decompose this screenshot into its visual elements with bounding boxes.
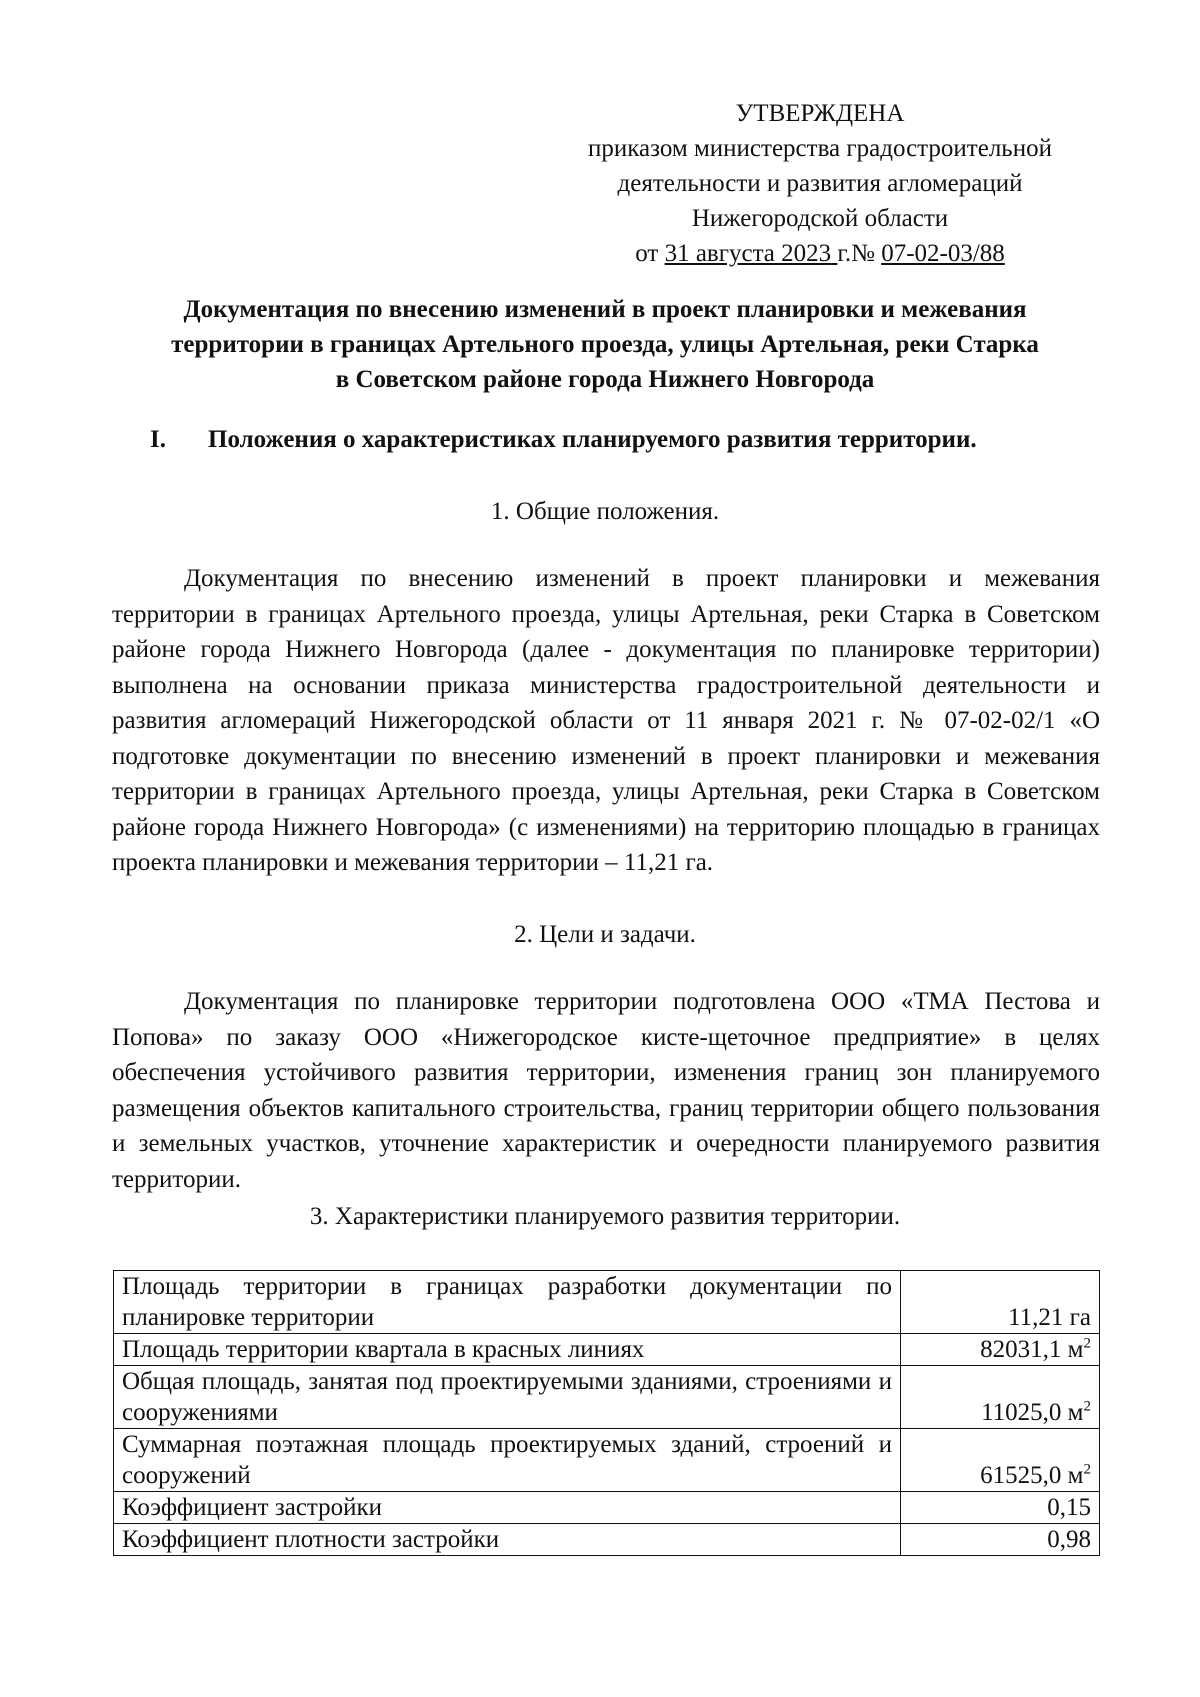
- table-cell-label: Коэффициент застройки: [114, 1492, 901, 1524]
- unit-superscript: 2: [1083, 1335, 1091, 1352]
- table-cell-value: [901, 1429, 1100, 1492]
- title-line: территории в границах Артельного проезда, улицы Артельная, реки Старка: [171, 331, 1039, 358]
- table-cell-label: Коэффициент плотности застройки: [114, 1524, 901, 1556]
- paragraph-goals: Документация по планировке территории подготовлена ООО «ТМА Пестова и Попова» по заказу ООО «Нижегородское кисте-щеточное предприятие» в целях обеспечения устойчивого развития территории, изменения границ зон планируемого размещения объектов капитального строительства, границ территории общего пользования и земельных участков, уточнение характеристик и очередности планируемого развития территории.: [112, 988, 1100, 1193]
- table-cell-value: [901, 1334, 1100, 1366]
- table-row: [114, 1366, 1100, 1429]
- value-text: 0,98: [1047, 1526, 1091, 1553]
- unit-superscript: 2: [1083, 1461, 1091, 1478]
- table-row: [114, 1271, 1100, 1334]
- section-title: Положения о характеристиках планируемого развития территории.: [208, 426, 977, 453]
- table-cell-label: Площадь территории в границах разработки документации по планировке территории: [114, 1271, 901, 1334]
- table-cell-label: Площадь территории квартала в красных линиях: [114, 1334, 901, 1366]
- title-line: в Советском районе города Нижнего Новгорода: [335, 366, 875, 393]
- approval-stamp: [560, 96, 1080, 271]
- table-row: [114, 1524, 1100, 1556]
- section-number: I.: [150, 426, 166, 453]
- section-heading: [150, 422, 1100, 457]
- approval-prefix: от: [635, 240, 659, 267]
- table-cell-value: [901, 1524, 1100, 1556]
- value-text: 0,15: [1047, 1494, 1091, 1521]
- subsection-heading-2: 2. Цели и задачи.: [514, 921, 696, 948]
- subsection-heading-1: 1. Общие положения.: [490, 498, 720, 525]
- approval-line: УТВЕРЖДЕНА: [735, 100, 905, 127]
- value-text: 11025,0 м: [981, 1399, 1084, 1426]
- table-cell-label: Общая площадь, занятая под проектируемыми зданиями, строениями и сооружениями: [114, 1366, 901, 1429]
- title-line: Документация по внесению изменений в проект планировки и межевания: [183, 296, 1027, 323]
- table-cell-value: [901, 1366, 1100, 1429]
- approval-number: 07-02-03/88: [881, 240, 1005, 267]
- value-text: 11,21 га: [1008, 1304, 1091, 1331]
- document-title: [110, 292, 1100, 397]
- table-row: [114, 1334, 1100, 1366]
- characteristics-table: [113, 1270, 1100, 1556]
- approval-mid: г.№: [837, 240, 875, 267]
- table-cell-label: Суммарная поэтажная площадь проектируемых зданий, строений и сооружений: [114, 1429, 901, 1492]
- table-cell-value: [901, 1271, 1100, 1334]
- unit-superscript: 2: [1083, 1398, 1091, 1415]
- approval-date: 31 августа 2023: [664, 240, 832, 267]
- approval-line: Нижегородской области: [691, 205, 949, 232]
- approval-date-line: [560, 236, 1080, 271]
- approval-line: деятельности и развития агломераций: [617, 170, 1023, 197]
- paragraph-general: Документация по внесению изменений в проект планировки и межевания территории в границах Артельного проезда, улицы Артельная, реки Старка в Советском районе города Нижнего Новгорода (далее - документация по планировке территории) выполнена на основании приказа министерства градостроительной деятельности и развития агломераций Нижегородской области от 11 января 2021 г. № 07-02-02/1 «О подготовке документации по внесению изменений в проект планировки и межевания территории в границах Артельного проезда, улицы Артельная, реки Старка в Советском районе города Нижнего Новгорода» (с изменениями) на территорию площадью в границах проекта планировки и межевания территории – 11,21 га.: [112, 565, 1100, 876]
- value-text: 61525,0 м: [980, 1462, 1084, 1489]
- table-cell-value: [901, 1492, 1100, 1524]
- table-row: [114, 1492, 1100, 1524]
- approval-line: приказом министерства градостроительной: [588, 135, 1052, 162]
- value-text: 82031,1 м: [980, 1336, 1084, 1363]
- table-row: [114, 1429, 1100, 1492]
- subsection-heading-3: 3. Характеристики планируемого развития территории.: [309, 1203, 901, 1230]
